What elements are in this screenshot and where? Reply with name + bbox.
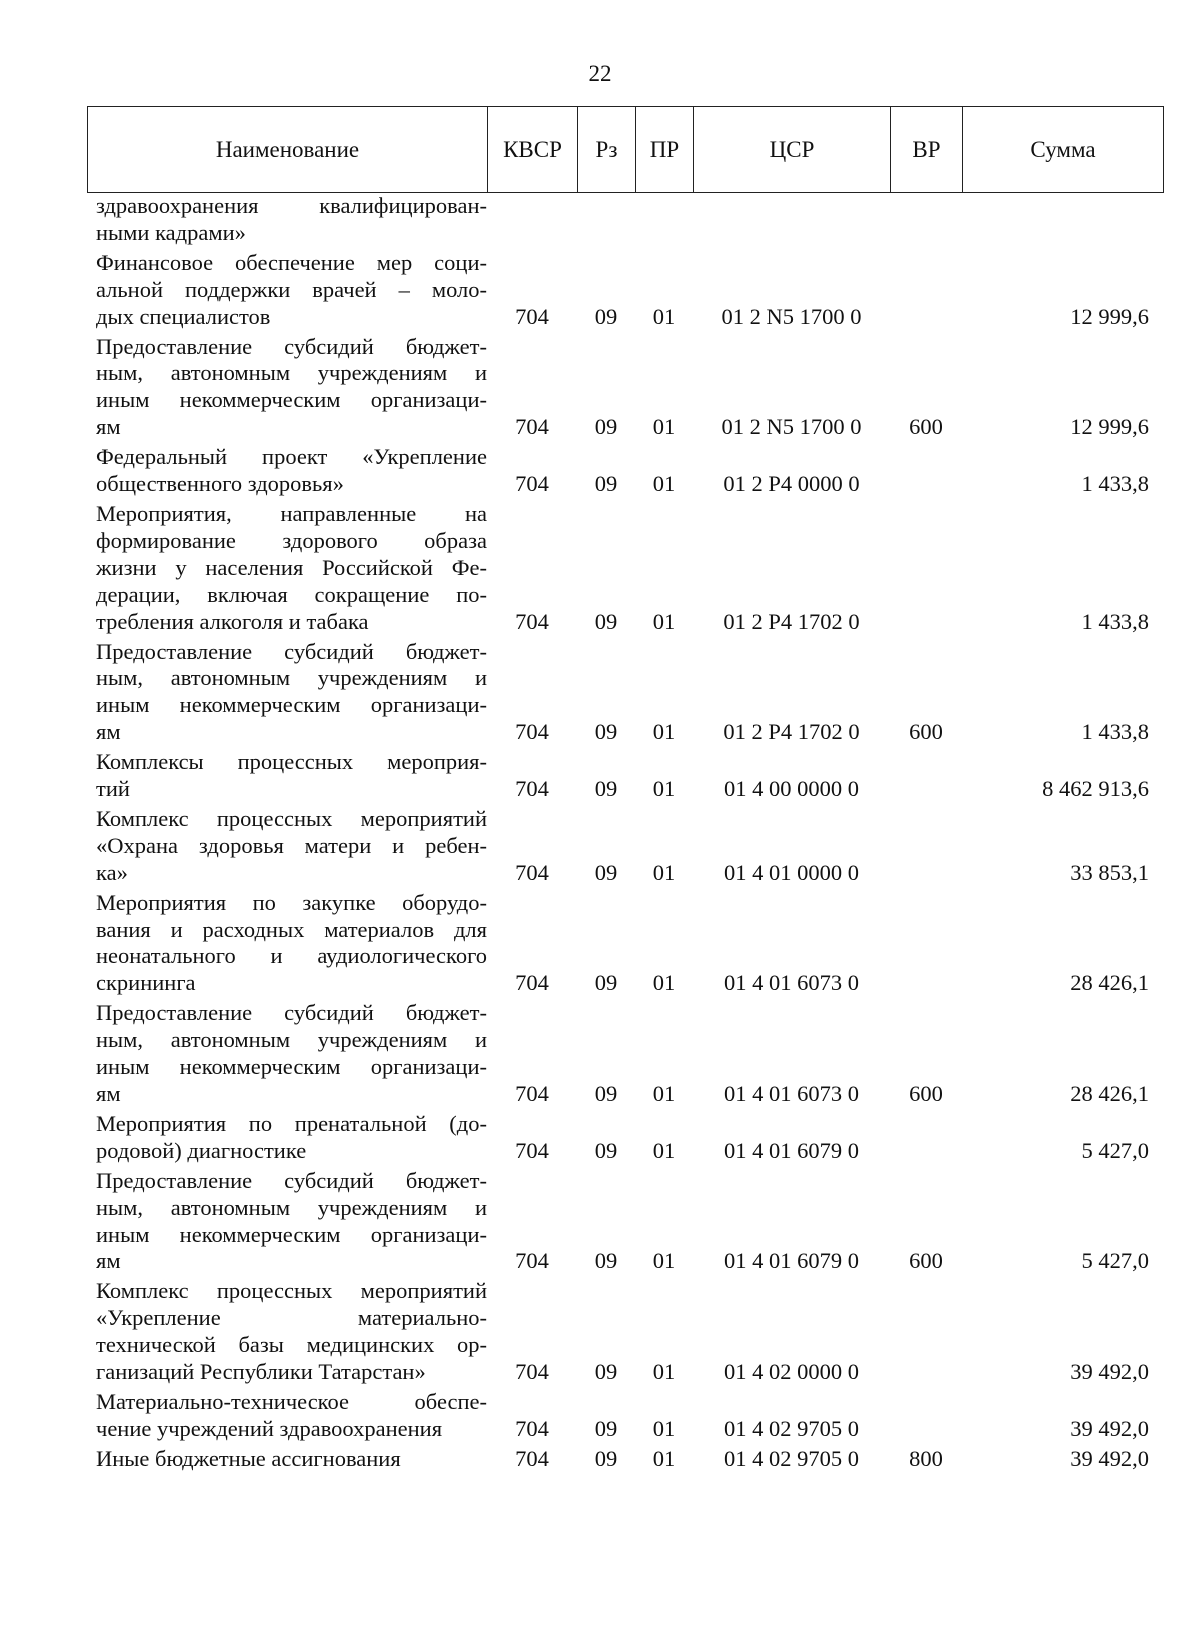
row-name-line: Иные бюджетные ассигнования [96, 1445, 401, 1471]
header-sum: Сумма [963, 107, 1164, 193]
table-row [87, 1168, 1163, 1276]
row-name-line: Мероприятия по пренатальной (до- [96, 1110, 487, 1136]
row-sum: 33 853,1 [1070, 859, 1149, 885]
row-sum: 39 492,0 [1070, 1359, 1149, 1385]
row-name [87, 1389, 487, 1443]
row-name-line: Комплексы процессных мероприя- [96, 749, 487, 775]
row-name [87, 890, 487, 998]
row-name-line: Предоставление субсидий бюджет- [96, 638, 487, 664]
row-vr: 600 [909, 414, 943, 440]
row-name-line: Финансовое обеспечение мер соци- [96, 249, 487, 275]
row-rz: 09 [594, 1445, 618, 1471]
table-row [87, 639, 1163, 747]
row-sum: 1 433,8 [1081, 608, 1149, 634]
row-name-line: ям [96, 1248, 121, 1274]
row-sum: 5 427,0 [1081, 1137, 1149, 1163]
row-csr: 01 4 01 6073 0 [724, 970, 859, 996]
row-name-line: «Укрепление материально- [96, 1305, 487, 1331]
row-kvsr: 704 [515, 970, 549, 996]
row-rz: 09 [594, 414, 618, 440]
row-name-line: ям [96, 719, 121, 745]
row-csr: 01 2 N5 1700 0 [721, 414, 862, 440]
table-row [87, 1446, 1163, 1473]
row-rz: 09 [594, 970, 618, 996]
row-pr: 01 [652, 859, 676, 885]
row-name-line: здравоохранения квалифицирован- [96, 193, 487, 218]
row-name [87, 193, 487, 247]
row-name [87, 1168, 487, 1276]
row-rz: 09 [594, 303, 618, 329]
row-name [87, 1278, 487, 1386]
row-name-line: ям [96, 1081, 121, 1106]
row-pr: 01 [652, 1445, 676, 1471]
row-name-line: ными кадрами» [96, 219, 246, 245]
row-sum: 28 426,1 [1070, 970, 1149, 996]
row-pr: 01 [652, 1248, 676, 1274]
row-sum: 39 492,0 [1070, 1445, 1149, 1471]
row-name-line: дерации, включая сокращение по- [96, 581, 487, 607]
table-row [87, 749, 1163, 803]
row-vr: 600 [909, 1248, 943, 1274]
table-row [87, 250, 1163, 331]
row-name [87, 250, 487, 331]
row-name-line: формирование здорового образа [96, 527, 487, 553]
table-row [87, 806, 1163, 887]
row-name-line: дых специалистов [96, 303, 271, 329]
table-row [87, 444, 1163, 498]
row-csr: 01 4 01 0000 0 [724, 859, 859, 885]
row-name-line: иным некоммерческим организаци- [96, 1054, 487, 1080]
row-name [87, 1111, 487, 1165]
row-kvsr: 704 [515, 1445, 549, 1471]
table-body [87, 193, 1163, 1476]
row-name-line: иным некоммерческим организаци- [96, 692, 487, 718]
row-name [87, 444, 487, 498]
row-name [87, 749, 487, 803]
row-pr: 01 [652, 776, 676, 802]
row-kvsr: 704 [515, 608, 549, 634]
row-vr: 600 [909, 1081, 943, 1106]
row-kvsr: 704 [515, 719, 549, 745]
row-name [87, 501, 487, 636]
row-name-line: альной поддержки врачей – моло- [96, 276, 487, 302]
row-name-line: Предоставление субсидий бюджет- [96, 1000, 487, 1026]
row-sum: 12 999,6 [1070, 414, 1149, 440]
row-sum: 39 492,0 [1070, 1415, 1149, 1441]
row-pr: 01 [652, 970, 676, 996]
row-rz: 09 [594, 1415, 618, 1441]
row-kvsr: 704 [515, 1248, 549, 1274]
row-csr: 01 2 P4 0000 0 [723, 471, 860, 497]
table-header [87, 106, 1164, 193]
row-sum: 5 427,0 [1081, 1248, 1149, 1274]
row-kvsr: 704 [515, 1415, 549, 1441]
row-sum: 12 999,6 [1070, 303, 1149, 329]
row-name-line: иным некоммерческим организаци- [96, 1221, 487, 1247]
row-rz: 09 [594, 608, 618, 634]
row-pr: 01 [652, 1415, 676, 1441]
row-name-line: требления алкоголя и табака [96, 608, 369, 634]
row-csr: 01 4 00 0000 0 [724, 776, 859, 802]
row-kvsr: 704 [515, 414, 549, 440]
row-name [87, 639, 487, 747]
row-name-line: Предоставление субсидий бюджет- [96, 333, 487, 359]
row-name [87, 334, 487, 442]
row-name-line: Мероприятия по закупке оборудо- [96, 889, 487, 915]
row-sum: 1 433,8 [1081, 719, 1149, 745]
row-name-line: ным, автономным учреждениям и [96, 1027, 487, 1053]
header-name: Наименование [88, 107, 488, 193]
table-row [87, 501, 1163, 636]
row-rz: 09 [594, 1248, 618, 1274]
row-csr: 01 4 01 6079 0 [724, 1137, 859, 1163]
row-name-line: вания и расходных материалов для [96, 916, 487, 942]
row-vr: 600 [909, 719, 943, 745]
table-row [87, 1111, 1163, 1165]
table-row [87, 1389, 1163, 1443]
row-name-line: чение учреждений здравоохранения [96, 1415, 443, 1441]
row-rz: 09 [594, 859, 618, 885]
row-name [87, 806, 487, 887]
row-name-line: родовой) диагностике [96, 1137, 307, 1163]
row-rz: 09 [594, 1081, 618, 1106]
row-name-line: Федеральный проект «Укрепление [96, 444, 487, 470]
row-name-line: общественного здоровья» [96, 471, 344, 497]
table-row [87, 193, 1163, 247]
row-name-line: Мероприятия, направленные на [96, 500, 487, 526]
row-kvsr: 704 [515, 859, 549, 885]
row-csr: 01 4 01 6073 0 [724, 1081, 859, 1106]
page-number: 22 [588, 61, 612, 86]
row-pr: 01 [652, 414, 676, 440]
row-rz: 09 [594, 1137, 618, 1163]
row-name-line: тий [96, 776, 130, 802]
row-csr: 01 2 P4 1702 0 [723, 719, 860, 745]
row-rz: 09 [594, 1359, 618, 1385]
table-row [87, 1000, 1163, 1108]
row-name [87, 1446, 487, 1473]
row-kvsr: 704 [515, 1137, 549, 1163]
row-name-line: «Охрана здоровья матери и ребен- [96, 832, 487, 858]
row-kvsr: 704 [515, 1359, 549, 1385]
row-rz: 09 [594, 471, 618, 497]
row-pr: 01 [652, 719, 676, 745]
row-csr: 01 4 02 9705 0 [724, 1445, 859, 1471]
row-name-line: Предоставление субсидий бюджет- [96, 1167, 487, 1193]
row-name-line: ным, автономным учреждениям и [96, 360, 487, 386]
row-name-line: ным, автономным учреждениям и [96, 665, 487, 691]
row-name-line: жизни у населения Российской Фе- [96, 554, 487, 580]
row-name-line: скрининга [96, 970, 196, 996]
row-vr: 800 [909, 1445, 943, 1471]
header-csr: ЦСР [694, 107, 891, 193]
row-pr: 01 [652, 471, 676, 497]
row-name-line: неонатального и аудиологического [96, 943, 487, 969]
row-pr: 01 [652, 303, 676, 329]
row-kvsr: 704 [515, 1081, 549, 1106]
row-csr: 01 2 N5 1700 0 [721, 303, 862, 329]
row-name-line: иным некоммерческим организаци- [96, 387, 487, 413]
row-name-line: Материально-техническое обеспе- [96, 1388, 487, 1414]
row-sum: 1 433,8 [1081, 471, 1149, 497]
row-csr: 01 4 01 6079 0 [724, 1248, 859, 1274]
row-name-line: ка» [96, 859, 128, 885]
row-csr: 01 2 P4 1702 0 [723, 608, 860, 634]
row-pr: 01 [652, 1081, 676, 1106]
row-sum: 28 426,1 [1070, 1081, 1149, 1106]
row-sum: 8 462 913,6 [1042, 776, 1149, 802]
row-pr: 01 [652, 608, 676, 634]
row-rz: 09 [594, 719, 618, 745]
table-row [87, 890, 1163, 998]
header-vr: ВР [891, 107, 963, 193]
row-pr: 01 [652, 1359, 676, 1385]
row-kvsr: 704 [515, 471, 549, 497]
row-name-line: ным, автономным учреждениям и [96, 1194, 487, 1220]
header-pr: ПР [636, 107, 694, 193]
row-name-line: Комплекс процессных мероприятий [96, 805, 487, 831]
row-name-line: ганизаций Республики Татарстан» [96, 1359, 426, 1385]
row-name-line: технической базы медицинских ор- [96, 1332, 487, 1358]
row-pr: 01 [652, 1137, 676, 1163]
table-row [87, 1278, 1163, 1386]
row-kvsr: 704 [515, 303, 549, 329]
header-rz: Рз [578, 107, 636, 193]
row-name-line: ям [96, 414, 121, 440]
row-name [87, 1000, 487, 1108]
row-csr: 01 4 02 0000 0 [724, 1359, 859, 1385]
row-name-line: Комплекс процессных мероприятий [96, 1278, 487, 1304]
header-kvsr: КВСР [488, 107, 578, 193]
row-kvsr: 704 [515, 776, 549, 802]
table-row [87, 334, 1163, 442]
row-csr: 01 4 02 9705 0 [724, 1415, 859, 1441]
row-rz: 09 [594, 776, 618, 802]
